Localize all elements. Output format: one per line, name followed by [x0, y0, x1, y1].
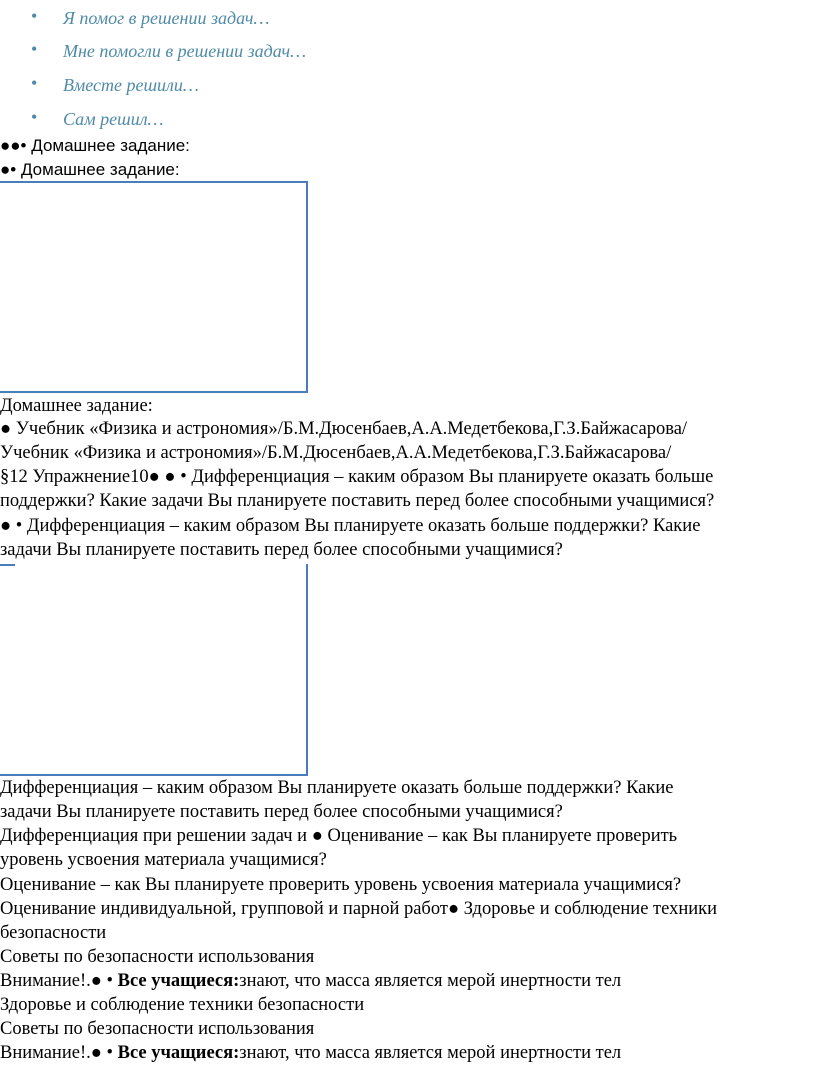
homework-heading: ●• Домашнее задание:: [0, 160, 180, 179]
assessment-text: уровень усвоения материала учащимися?: [0, 850, 327, 870]
assessment-work: Оценивание индивидуальной, групповой и парной работ● Здоровье и соблюдение техники: [0, 899, 718, 919]
bullet-icon: ●•: [0, 160, 17, 179]
exercise-line: §12 Упражнение10● ● • Дифференциация – каким образом Вы планируете оказать больше: [0, 467, 714, 487]
image-frame: [0, 181, 308, 393]
bullet-icon: ● •: [0, 516, 27, 536]
bullet-icon: •: [31, 73, 38, 93]
attention-line: Внимание!.● • Все учащиеся:знают, что масса является мерой инертности тел: [0, 971, 622, 991]
frame-top-border: [0, 181, 308, 183]
assessment-text: Оценивание – как Вы планируете проверить уровень усвоения материала учащимися?: [0, 875, 682, 895]
attention-line: Внимание!.● • Все учащиеся:знают, что масса является мерой инертности тел: [0, 1043, 622, 1063]
health-text: Здоровье и соблюдение техники безопасности: [0, 995, 365, 1015]
differentiation-tasks: Дифференциация при решении задач и ● Оценивание – как Вы планируете проверить: [0, 826, 678, 846]
homework-heading: Домашнее задание:: [0, 396, 153, 416]
safety-text: Советы по безопасности использования: [0, 1019, 315, 1039]
frame-top-border: [0, 564, 15, 566]
textbook-reference: ● Учебник «Физика и астрономия»/Б.М.Дюсенбаев,А.А.Медетбекова,Г.З.Байжасарова/: [0, 419, 688, 439]
bullet-icon: •: [31, 6, 38, 26]
bullet-icon: •: [31, 39, 38, 59]
safety-text: Советы по безопасности использования: [0, 947, 315, 967]
bullet-icon: ● •: [90, 1043, 118, 1063]
reflection-text: Вместе решили…: [63, 75, 199, 95]
differentiation-text: поддержки? Какие задачи Вы планируете поставить перед более способными учащимися?: [0, 491, 715, 511]
reflection-text: Я помог в решении задач…: [63, 8, 270, 28]
reflection-text: Мне помогли в решении задач…: [63, 41, 307, 61]
bullet-icon: ●: [0, 419, 12, 439]
bullet-icon: ●: [307, 826, 328, 846]
differentiation-text: задачи Вы планируете поставить перед более способными учащимися?: [0, 802, 563, 822]
differentiation-text: задачи Вы планируете поставить перед более способными учащимися?: [0, 540, 563, 560]
bullet-icon: ● •: [90, 971, 118, 991]
bullet-icon: ●●•: [0, 136, 27, 155]
bullet-icon: ●: [447, 899, 464, 919]
image-frame: [0, 564, 308, 776]
differentiation-text: ● • Дифференциация – каким образом Вы планируете оказать больше поддержки? Какие: [0, 516, 701, 536]
textbook-reference: Учебник «Физика и астрономия»/Б.М.Дюсенбаев,А.А.Медетбекова,Г.З.Байжасарова/: [0, 443, 672, 463]
health-text: безопасности: [0, 923, 107, 943]
bullet-icon: •: [31, 107, 38, 127]
differentiation-text: Дифференциация – каким образом Вы планируете оказать больше поддержки? Какие: [0, 778, 674, 798]
homework-heading: ●●• Домашнее задание:: [0, 136, 190, 155]
bullet-icon: ● ● •: [148, 467, 192, 487]
reflection-text: Сам решил…: [63, 109, 164, 129]
